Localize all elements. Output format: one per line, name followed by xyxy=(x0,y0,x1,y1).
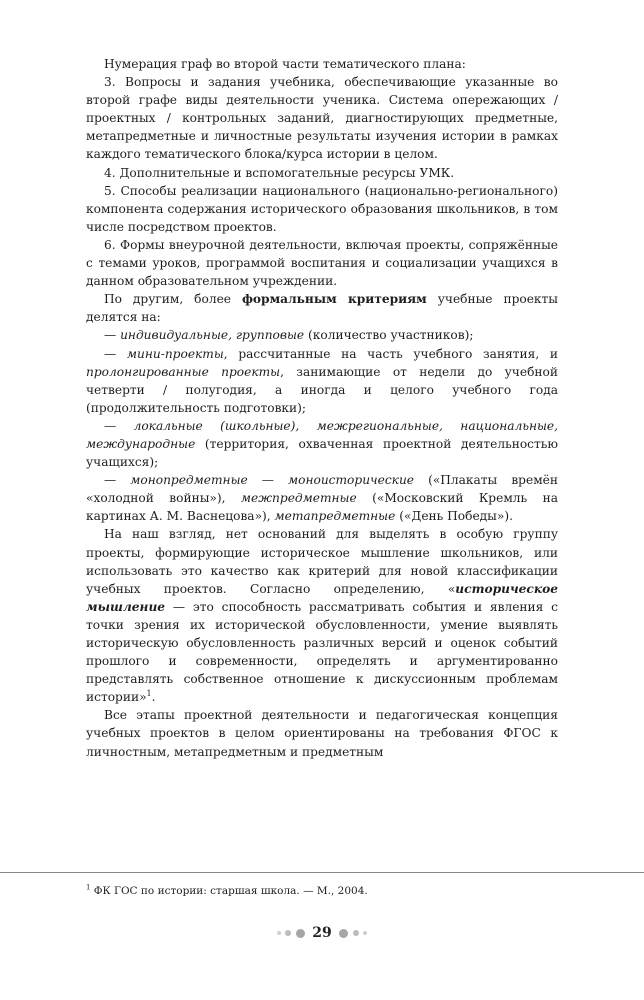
paragraph-item-6: 6. Формы внеурочной деятельности, включая проекты, сопряжённые с темами уроков, программой воспитания и социализации учащихся в данном образовательном учреждении. xyxy=(86,237,558,289)
page-number: 29 xyxy=(312,925,332,941)
text-run: («Плакаты времён «холодной войны»), xyxy=(86,473,559,506)
ornament-dot xyxy=(363,931,367,935)
italic-term: монопредметные — моноисторические xyxy=(130,473,415,488)
footnote-divider xyxy=(0,872,644,873)
italic-term: — локальные (школьные), межрегиональные, национальные, международные xyxy=(86,418,558,451)
footnote-marker: 1 xyxy=(86,883,91,892)
ornament-dot xyxy=(339,929,348,938)
text-run: — это способность рассматривать события и явления с точки зрения их исторической обусловленности, умение выявлять историческую обусловленность различных версий и оценок событий прошлого и современности, определять и аргументированно представлять собственное отношение к дискуссионным проблемам истории» xyxy=(86,599,558,705)
dash-marker: — xyxy=(104,473,131,488)
dash-marker: — xyxy=(104,346,127,361)
footnote xyxy=(86,884,558,898)
text-run: На наш взгляд, нет оснований для выделять в особую группу проекты, формирующие историческое мышление школьников, или использовать это качество как критерий для новой классификации учебных проектов. Согласно определению, « xyxy=(86,527,558,596)
paragraph-formal-criteria xyxy=(86,290,558,326)
bold-term: формальным критериям xyxy=(241,292,427,307)
list-item-participants xyxy=(86,326,558,344)
italic-term: межпредметные xyxy=(240,491,357,506)
dash-marker: — xyxy=(104,328,121,343)
ornament-dot xyxy=(353,930,359,936)
bold-italic-inner: историческое мышление xyxy=(86,581,558,614)
italic-term: пролонгированные проекты xyxy=(86,364,281,379)
ornament-dot xyxy=(277,931,281,935)
text-run: , рассчитанные на часть учебного занятия, и xyxy=(223,346,558,361)
italic-term: метапредметные xyxy=(274,509,396,524)
page-number-ornament xyxy=(0,925,644,941)
text-run: , занимающие от недели до учебной четверти / полугодия, а иногда и целого учебного года (продолжительность подготовки); xyxy=(86,364,558,415)
list-item-territory xyxy=(86,417,558,471)
text-run: учебные проекты делятся на: xyxy=(86,292,558,325)
text-run: . xyxy=(151,690,156,705)
list-item-duration xyxy=(86,345,558,417)
ornament-dot xyxy=(296,929,305,938)
footnote-text: ФК ГОС по истории: старшая школа. — М., 2004. xyxy=(90,885,368,897)
paragraph-item-5: 5. Способы реализации национального (национально-регионального) компонента содержания исторического образования школьников, в том числе посредством проектов. xyxy=(86,183,558,234)
text-run: (количество участников); xyxy=(304,328,474,343)
text-run: («День Победы»). xyxy=(395,509,513,524)
footnote-reference[interactable]: 1 xyxy=(146,689,152,699)
text-run: («Московский Кремль на картинах А. М. Васнецова»), xyxy=(86,491,558,524)
paragraph-historical-thinking xyxy=(86,525,558,706)
list-item-subjects xyxy=(86,471,558,525)
text-run: По другим, более xyxy=(104,292,242,307)
paragraph-item-3: 3. Вопросы и задания учебника, обеспечивающие указанные во второй графе виды деятельности ученика. Система опережающих / проектных / контрольных заданий, диагностирующих предметные, метапредметные и личностные результаты изучения истории в рамках каждого тематического блока/курса истории в целом. xyxy=(86,75,558,162)
page-body xyxy=(86,55,558,761)
italic-term: мини-проекты xyxy=(126,346,224,361)
paragraph-item-4: 4. Дополнительные и вспомогательные ресурсы УМК. xyxy=(104,165,455,180)
italic-term: индивидуальные, групповые xyxy=(120,328,305,343)
paragraph-project-stages: Все этапы проектной деятельности и педагогическая концепция учебных проектов в целом ориентированы на требования ФГОС к личностным, метапредметным и предметным xyxy=(86,708,558,759)
ornament-dot xyxy=(285,930,291,936)
paragraph-numbering-intro: Нумерация граф во второй части тематического плана: xyxy=(104,57,466,71)
text-run: (территория, охваченная проектной деятельностью учащихся); xyxy=(86,436,558,470)
